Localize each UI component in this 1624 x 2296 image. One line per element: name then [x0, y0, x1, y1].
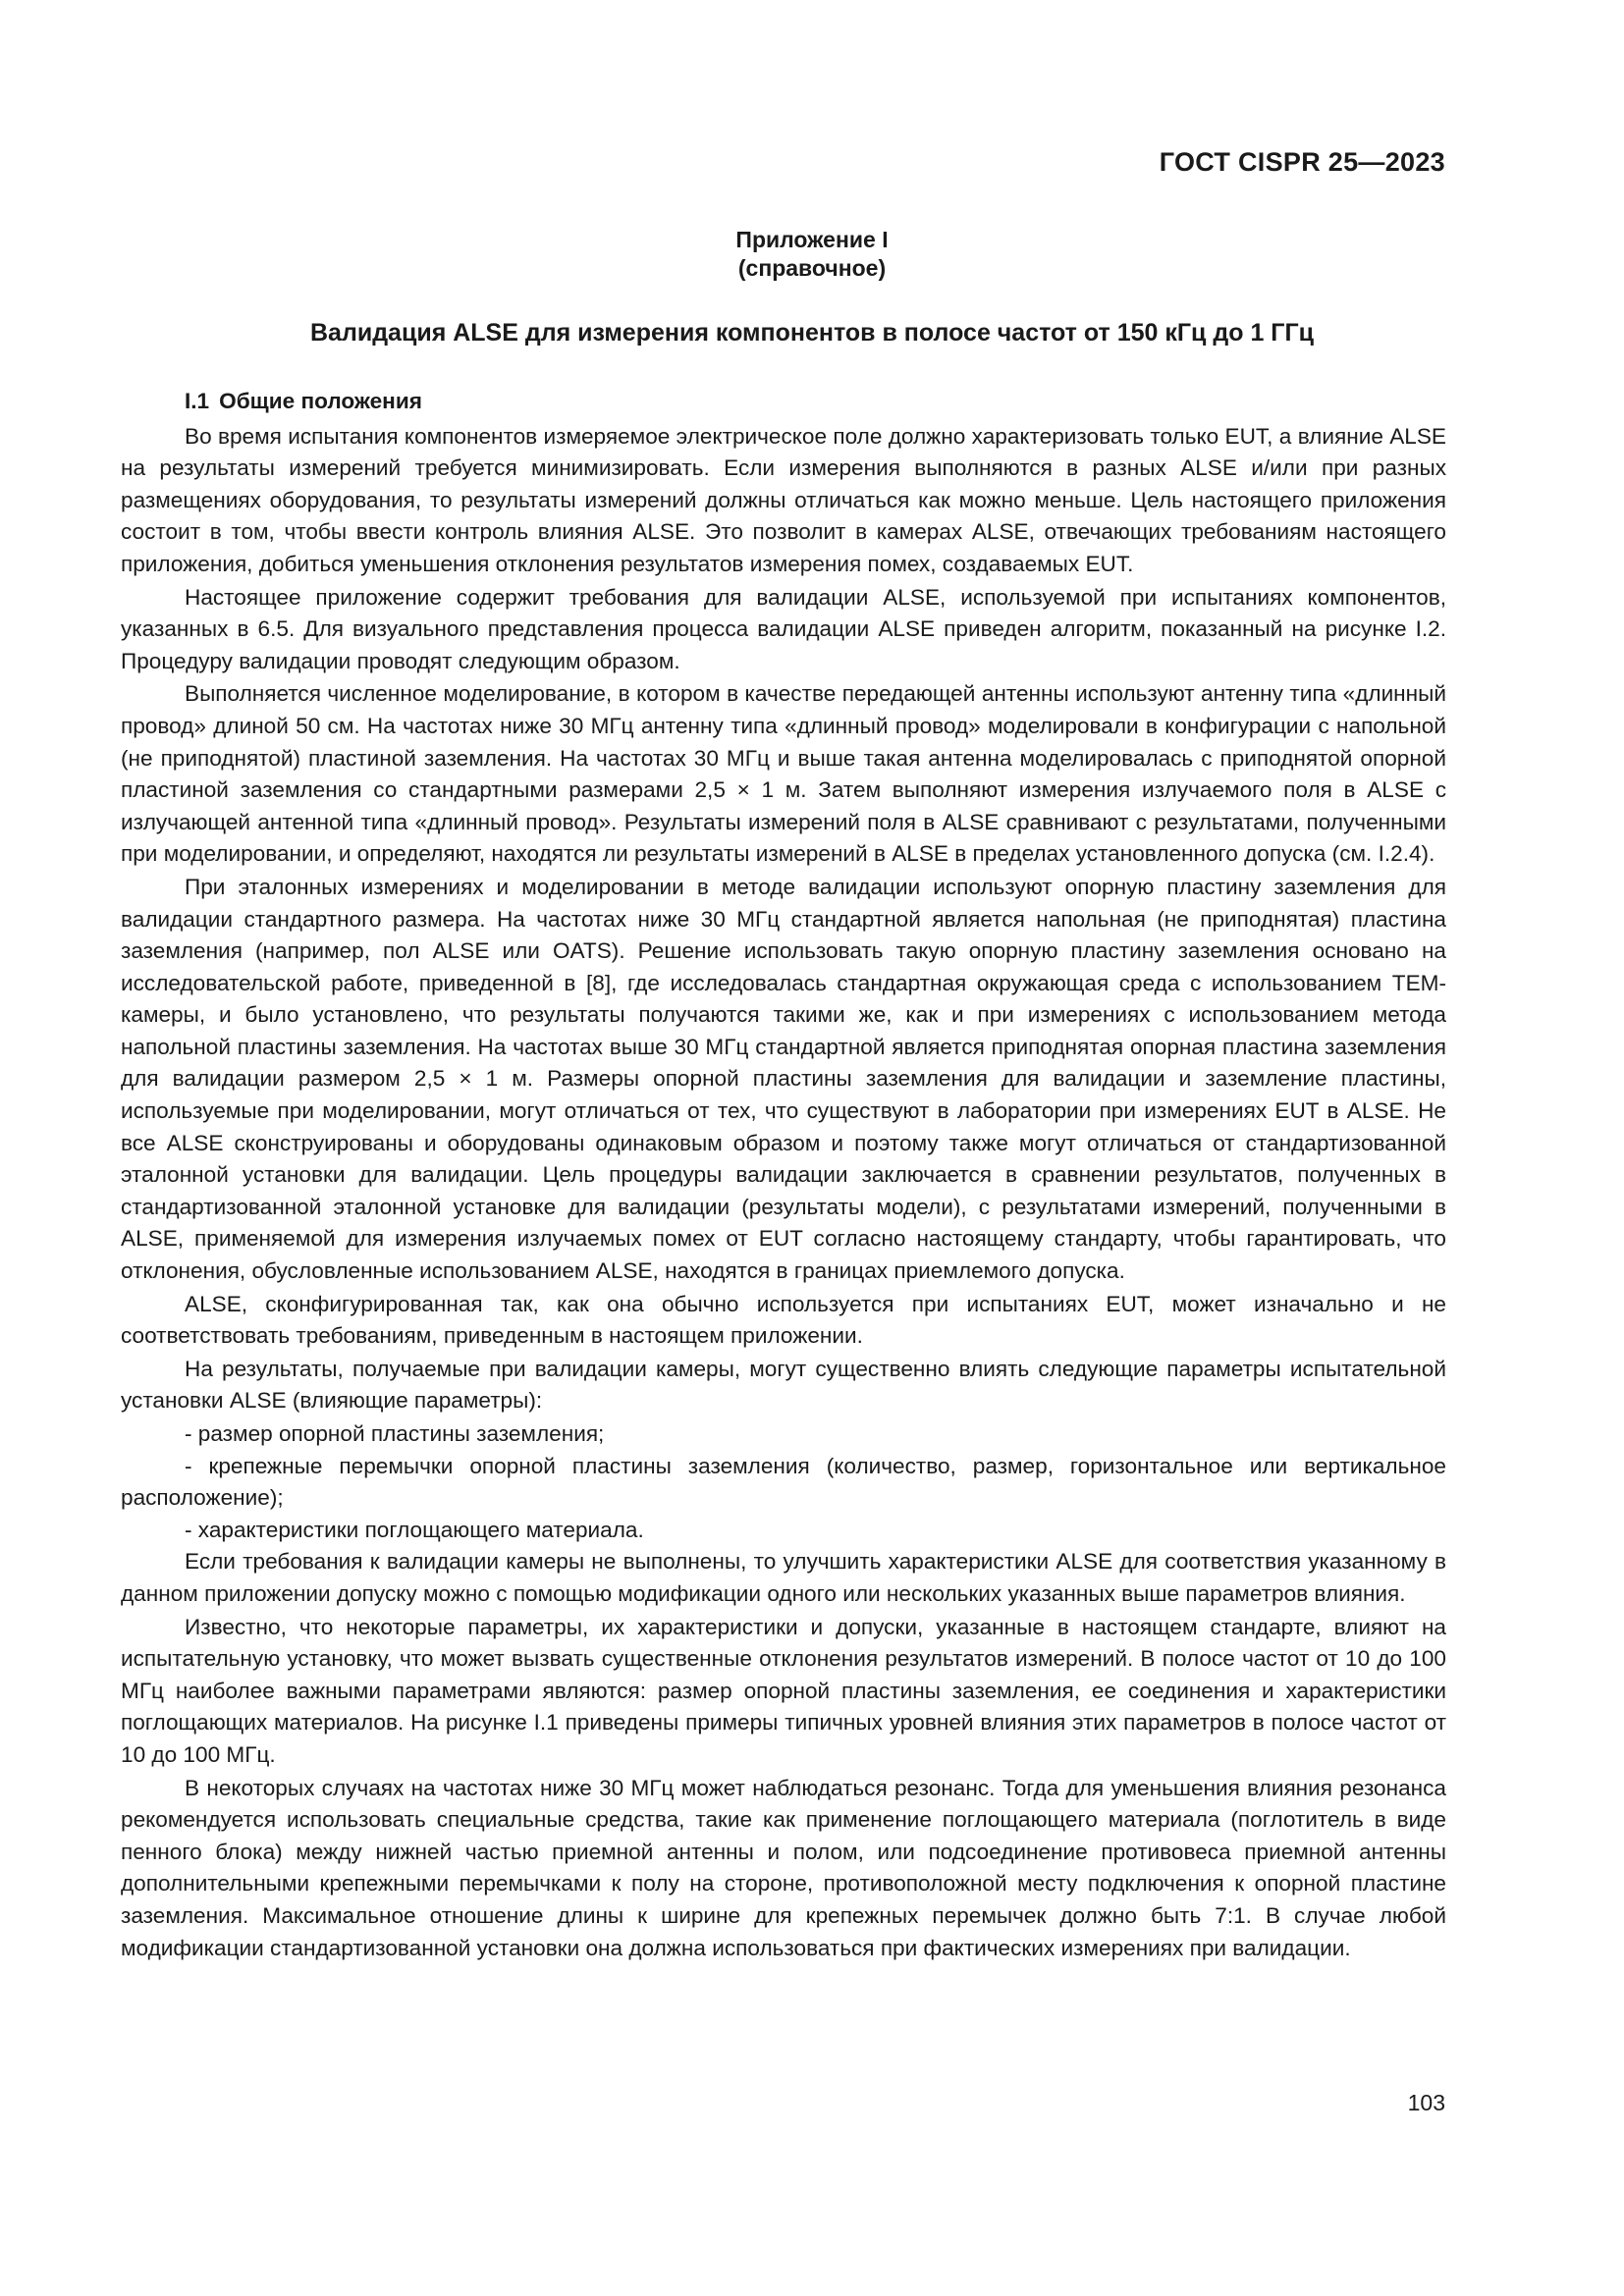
document-code: ГОСТ CISPR 25—2023: [1159, 147, 1445, 177]
section-number: I.1: [185, 389, 210, 413]
paragraph: На результаты, получаемые при валидации камеры, могут существенно влиять следующие параметры испытательной установки ALSE (влияющие параметры):: [121, 1356, 1446, 1414]
annex-title: Валидация ALSE для измерения компонентов в полосе частот от 150 кГц до 1 ГГц: [309, 319, 1315, 347]
paragraph: Настоящее приложение содержит требования для валидации ALSE, используемой при испытаниях компонентов, указанных в 6.5. Для визуального представления процесса валидации ALSE приведен алгоритм, показанный на рисунке I.2. Процедуру валидации проводят следующим образом.: [121, 584, 1446, 673]
annex-header: [0, 226, 1624, 283]
list-item: - размер опорной пластины заземления;: [185, 1421, 605, 1446]
paragraph: Известно, что некоторые параметры, их характеристики и допуски, указанные в настоящем стандарте, влияют на испытательную установку, что может вызвать существенные отклонения результатов измерений. В полосе частот от 10 до 100 МГц наиболее важными параметрами являются: размер опорной пластины заземления, ее соединения и характеристики поглощающих материалов. На рисунке I.1 приведены примеры типичных уровней влияния этих параметров в полосе частот от 10 до 100 МГц.: [121, 1614, 1446, 1767]
paragraph: Если требования к валидации камеры не выполнены, то улучшить характеристики ALSE для соответствия указанному в данном приложении допуску можно с помощью модификации одного или нескольких указанных выше параметров влияния.: [121, 1549, 1446, 1606]
annex-status: (справочное): [737, 255, 887, 281]
section-heading: [185, 386, 1446, 418]
annex-body: [121, 386, 1446, 1965]
paragraph: ALSE, сконфигурированная так, как она обычно используется при испытаниях EUT, может изначально и не соответствовать требованиям, приведенным в настоящем приложении.: [121, 1291, 1446, 1349]
paragraph: Во время испытания компонентов измеряемое электрическое поле должно характеризовать только EUT, а влияние ALSE на результаты измерений требуется минимизировать. Если измерения выполняются в разных ALSE и/или при разных размещениях оборудования, то результаты измерений должны отличаться как можно меньше. Цель настоящего приложения состоит в том, чтобы ввести контроль влияния ALSE. Это позволит в камерах ALSE, отвечающих требованиям настоящего приложения, добиться уменьшения отклонения результатов измерения помех, создаваемых EUT.: [121, 423, 1446, 576]
list-item: - характеристики поглощающего материала.: [185, 1517, 644, 1542]
list-item: - крепежные перемычки опорной пластины заземления (количество, размер, горизонтальное или вертикальное расположение);: [121, 1453, 1446, 1511]
paragraph: При эталонных измерениях и моделировании в методе валидации используют опорную пластину заземления для валидации стандартного размера. На частотах ниже 30 МГц стандартной является напольная (не приподнятая) пластина заземления (например, пол ALSE или OATS). Решение использовать такую опорную пластину заземления основано на исследовательской работе, приведенной в [8], где исследовалась стандартная окружающая среда с использованием ТЕМ-камеры, и было установлено, что результаты получаются такими же, как и при измерениях с использованием метода напольной пластины заземления. На частотах выше 30 МГц стандартной является приподнятая опорная пластина заземления для валидации размером 2,5 × 1 м. Размеры опорной пластины заземления для валидации и заземление пластины, используемые при моделировании, могут отличаться от тех, что существуют в лаборатории при измерениях EUT в ALSE. Не все ALSE сконструированы и оборудованы одинаковым образом и поэтому также могут отличаться от стандартизованной эталонной установки для валидации. Цель процедуры валидации заключается в сравнении результатов, полученных в стандартизованной эталонной установке для валидации (результаты модели), с результатами измерений, полученными в ALSE, применяемой для измерения излучаемых помех от EUT согласно настоящему стандарту, чтобы гарантировать, что отклонения, обусловленные использованием ALSE, находятся в границах приемлемого допуска.: [121, 874, 1446, 1284]
page-number: 103: [1407, 2090, 1445, 2115]
paragraph: В некоторых случаях на частотах ниже 30 МГц может наблюдаться резонанс. Тогда для уменьшения влияния резонанса рекомендуется использовать специальные средства, такие как применение поглощающего материала (поглотитель в виде пенного блока) между нижней частью приемной антенны и полом, или подсоединение противовеса приемной антенны дополнительными крепежными перемычками к полу на стороне, противоположной месту подключения к опорной пластине заземления. Максимальное отношение длины к ширине для крепежных перемычек должно быть 7:1. В случае любой модификации стандартизованной установки она должна использоваться при фактических измерениях при валидации.: [121, 1775, 1446, 1960]
paragraph: Выполняется численное моделирование, в котором в качестве передающей антенны используют антенну типа «длинный провод» длиной 50 см. На частотах ниже 30 МГц антенну типа «длинный провод» моделировали в конфигурации с напольной (не приподнятой) пластиной заземления. На частотах 30 МГц и выше такая антенна моделировалась с приподнятой опорной пластиной заземления со стандартными размерами 2,5 × 1 м. Затем выполняют измерения излучаемого поля в ALSE с излучающей антенной типа «длинный провод». Результаты измерений поля в ALSE сравнивают с результатами, полученными при моделировании, и определяют, находятся ли результаты измерений в ALSE в пределах установленного допуска (см. I.2.4).: [121, 681, 1446, 867]
section-title: Общие положения: [219, 389, 422, 413]
annex-label: Приложение I: [735, 227, 889, 252]
influence-parameters-list: [121, 1418, 1446, 1546]
